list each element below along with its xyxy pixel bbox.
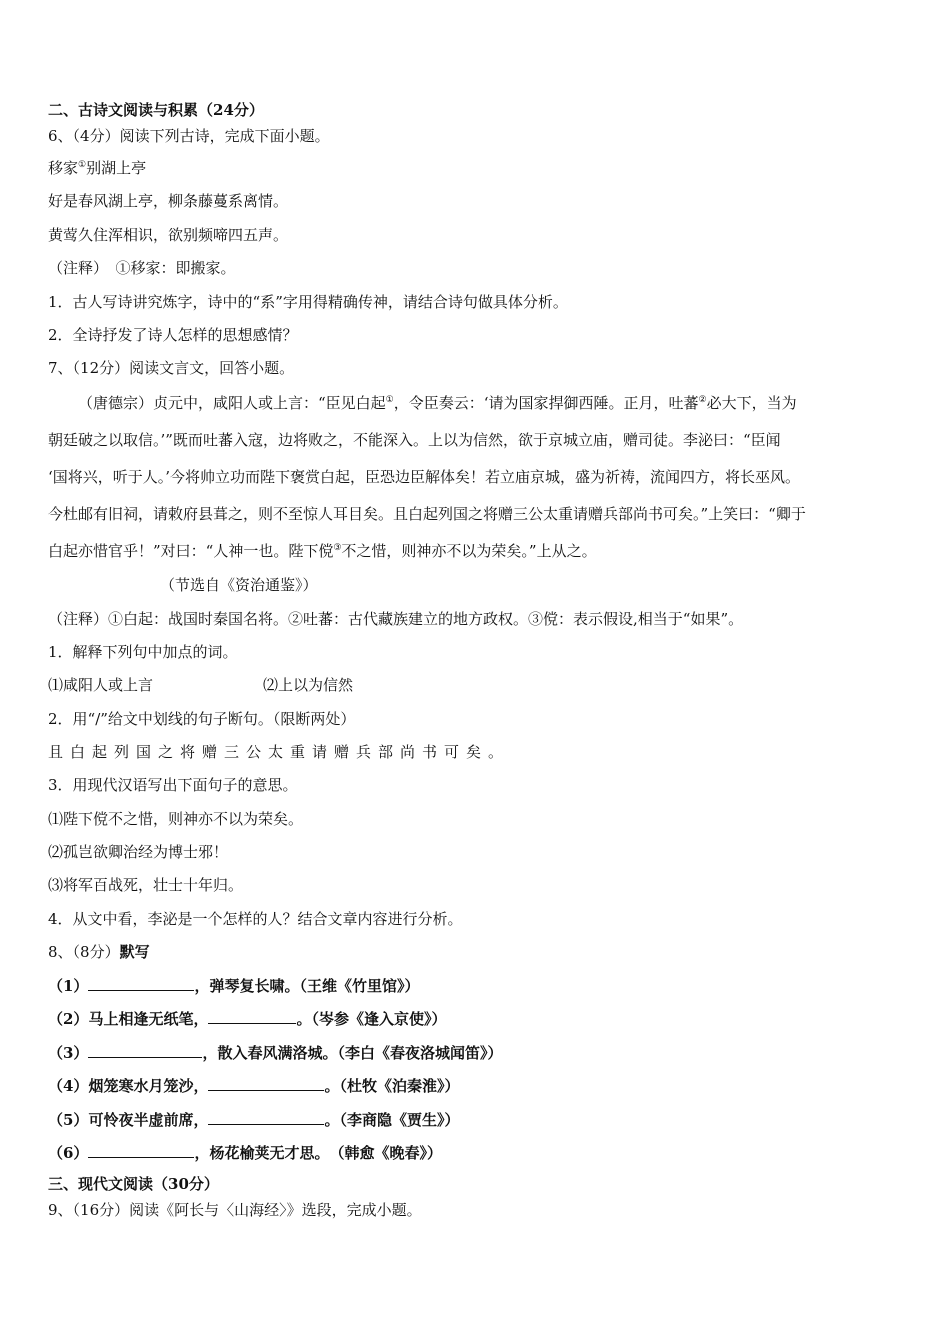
q8-item-4: （4）烟笼寒水月笼沙， 。（杜牧《泊秦淮》） <box>48 1077 460 1095</box>
q8-item-2: （2）马上相逢无纸笔， 。（岑参《逢入京使》） <box>48 1010 447 1028</box>
q7-passage-line-4: 今杜邮有旧祠，请敕府县葺之，则不至惊人耳目矣。且白起列国之将赠三公太重请赠兵部尚书可矣。”上笑曰：“卿于 <box>48 505 806 523</box>
q6-sub1: 1．古人写诗讲究炼字，诗中的“系”字用得精确传神，请结合诗句做具体分析。 <box>48 293 568 311</box>
q7-passage-line-3: ‘国将兴，听于人。’今将帅立功而陛下褒赏白起，臣恐边臣解体矣！若立庙京城，盛为祈祷，流闻四方，将长巫风。 <box>48 468 801 486</box>
q7-sub3-item-3: ⑶将军百战死，壮士十年归。 <box>48 876 244 894</box>
q6-sub2: 2．全诗抒发了诗人怎样的思想感情？ <box>48 326 298 344</box>
q7-sub2: 2．用“/”给文中划线的句子断句。（限断两处） <box>48 710 356 728</box>
q7-source: （节选自《资治通鉴》） <box>160 576 318 594</box>
q8-item-1: （1） ，弹琴复长啸。（王维《竹里馆》） <box>48 977 420 995</box>
poem-title: 移家①别湖上亭 <box>48 159 147 177</box>
q7-passage-line-2: 朝廷破之以取信。’”既而吐蕃入寇，边将败之，不能深入。上以为信然，欲于京城立庙，赠司徒。李泌曰：“臣闻 <box>48 431 781 449</box>
q7-sub3: 3．用现代汉语写出下面句子的意思。 <box>48 776 298 794</box>
section-3-heading: 三、现代文阅读（30分） <box>48 1175 219 1193</box>
q7-sub2-sentence: 且白起列国之将赠三公太重请赠兵部尚书可矣。 <box>48 743 511 761</box>
answer-blank[interactable] <box>88 1143 194 1158</box>
q7-sub3-item-2: ⑵孤岂欲卿治经为博士邪！ <box>48 843 229 861</box>
q7-sub3-item-1: ⑴陛下傥不之惜，则神亦不以为荣矣。 <box>48 810 304 828</box>
q6-note: （注释） ①移家：即搬家。 <box>48 259 236 277</box>
poem-line-2: 黄莺久住浑相识，欲别频啼四五声。 <box>48 226 289 244</box>
q8-item-5: （5）可怜夜半虚前席， 。（李商隐《贾生》） <box>48 1111 460 1129</box>
q9-intro: 9、（16分）阅读《阿长与〈山海经〉》选段，完成小题。 <box>48 1201 422 1219</box>
q7-sub1-items: ⑴咸阳人或上言 ⑵上以为信然 <box>48 676 354 694</box>
q8-item-3: （3） ，散入春风满洛城。（李白《春夜洛城闻笛》） <box>48 1044 503 1062</box>
q7-passage-line-1: （唐德宗）贞元中，咸阳人或上言：“臣见白起①，令臣奏云：‘请为国家捍御西陲。正月，吐蕃②必大下，当为 <box>78 394 797 412</box>
answer-blank[interactable] <box>208 1076 324 1091</box>
q8-intro: 8、（8分）默写 <box>48 943 150 961</box>
q7-intro: 7、（12分）阅读文言文，回答小题。 <box>48 359 295 377</box>
q7-sub1: 1．解释下列句中加点的词。 <box>48 643 238 661</box>
q8-item-6: （6） ，杨花榆荚无才思。 （韩愈《晚春》） <box>48 1144 442 1162</box>
q6-intro: 6、（4分）阅读下列古诗，完成下面小题。 <box>48 127 330 145</box>
q7-sub4: 4．从文中看，李泌是一个怎样的人？结合文章内容进行分析。 <box>48 910 463 928</box>
q7-note: （注释）①白起：战国时秦国名将。②吐蕃：古代藏族建立的地方政权。③傥：表示假设,相当于“如果”。 <box>48 610 744 628</box>
q7-passage-line-5: 白起亦惜官乎！”对曰：“人神一也。陛下傥③不之惜，则神亦不以为荣矣。”上从之。 <box>48 542 597 560</box>
answer-blank[interactable] <box>88 976 194 991</box>
answer-blank[interactable] <box>208 1110 324 1125</box>
poem-line-1: 好是春风湖上亭，柳条藤蔓系离情。 <box>48 192 289 210</box>
answer-blank[interactable] <box>88 1043 202 1058</box>
answer-blank[interactable] <box>208 1009 296 1024</box>
section-2-heading: 二、古诗文阅读与积累（24分） <box>48 101 264 119</box>
exam-page <box>48 100 908 1219</box>
